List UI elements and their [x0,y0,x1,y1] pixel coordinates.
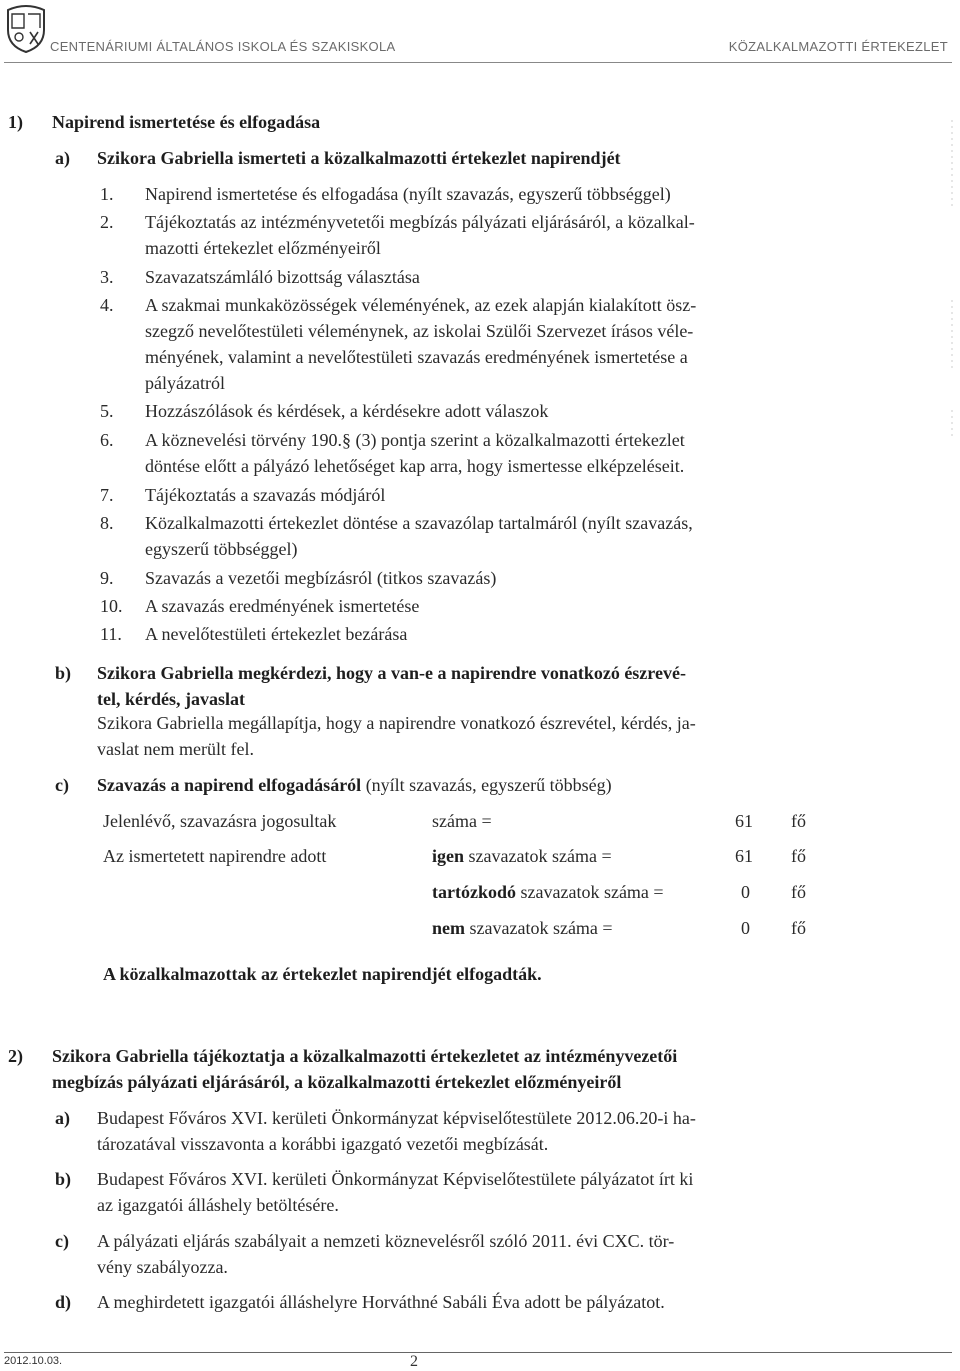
section-2-number: 2) [8,1046,23,1066]
section-2-letter: d) [55,1292,72,1312]
school-name: CENTENÁRIUMI ÁLTALÁNOS ISKOLA ÉS SZAKISKOLA [50,39,396,54]
agenda-number: 7. [100,485,114,505]
agenda-number: 11. [100,624,122,644]
school-logo-icon [4,4,48,54]
section-1b-title: tel, kérdés, javaslat [97,689,245,709]
agenda-text: szegző nevelőtestületi véleménynek, az iskolai Szülői Szervezet írásos véle- [145,321,694,341]
section-2-title: megbízás pályázati eljárásáról, a közalkalmazotti értekezlet előzményeiről [52,1072,622,1092]
scan-margin-marks [948,120,956,450]
section-1a-title: Szikora Gabriella ismerteti a közalkalmazotti értekezlet napirendjét [97,148,621,168]
agenda-text: döntése előtt a pályázó lehetőséget kap arra, hogy ismertesse elképzeléseit. [145,456,685,476]
page-header [0,0,960,66]
agenda-text: ményének, valamint a nevelőtestületi szavazás eredményének ismertetése a [145,347,688,367]
agenda-number: 6. [100,430,114,450]
vote-value: 0 [741,918,750,938]
agenda-number: 1. [100,184,114,204]
vote-conclusion: A közalkalmazottak az értekezlet napirendjét elfogadták. [103,964,542,984]
agenda-number: 5. [100,401,114,421]
vote-key-text: szavazatok száma = [464,846,612,866]
footer-date: 2012.10.03. [4,1355,63,1367]
agenda-text: pályázatról [145,373,225,393]
vote-key-text: száma = [432,811,492,831]
vote-unit: fő [791,918,806,938]
vote-key-text: szavazatok száma = [465,918,613,938]
vote-value: 61 [735,846,753,866]
vote-label: Jelenlévő, szavazásra jogosultak [103,811,337,831]
agenda-text: Közalkalmazotti értekezlet döntése a szavazólap tartalmáról (nyílt szavazás, [145,513,693,533]
agenda-text: Tájékoztatás az intézményvetetői megbízás pályázati eljárásáról, a közalkal- [145,212,695,232]
section-2-text: tározatával visszavonta a korábbi igazgató vezetői megbízását. [97,1134,549,1154]
section-2-text: Budapest Főváros XVI. kerületi Önkormányzat Képviselőtestülete pályázatot írt ki [97,1169,694,1189]
agenda-text: Napirend ismertetése és elfogadása (nyílt szavazás, egyszerű többséggel) [145,184,671,204]
section-1c-letter: c) [55,775,69,795]
agenda-text: A szavazás eredményének ismertetése [145,596,420,616]
header-divider [4,62,952,63]
agenda-text: mazotti értekezlet előzményeiről [145,238,381,258]
agenda-number: 10. [100,596,123,616]
section-1b-text: Szikora Gabriella megállapítja, hogy a napirendre vonatkozó észrevétel, kérdés, ja- [97,713,696,733]
section-2-text: vény szabályozza. [97,1257,228,1277]
vote-key-text: szavazatok száma = [516,882,664,902]
agenda-number: 2. [100,212,114,232]
vote-key [432,915,613,941]
section-2-letter: b) [55,1169,72,1189]
vote-unit: fő [791,846,806,866]
section-1c-title [97,772,612,798]
section-1-number: 1) [8,112,23,132]
section-1b-title: Szikora Gabriella megkérdezi, hogy a van-e a napirendre vonatkozó észrevé- [97,663,686,683]
section-1c-title-rest: (nyílt szavazás, egyszerű többség) [361,775,612,795]
page-number: 2 [410,1353,418,1370]
section-2-letter: a) [55,1108,70,1128]
agenda-number: 9. [100,568,114,588]
agenda-text: Szavazás a vezetői megbízásról (titkos szavazás) [145,568,497,588]
section-2-text: A meghirdetett igazgatói álláshelyre Horváthné Sabáli Éva adott be pályázatot. [97,1292,665,1312]
vote-value: 0 [741,882,750,902]
agenda-number: 3. [100,267,114,287]
vote-key [432,879,664,905]
vote-unit: fő [791,882,806,902]
vote-key-bold: igen [432,846,465,866]
agenda-text: Tájékoztatás a szavazás módjáról [145,485,386,505]
section-2-letter: c) [55,1231,69,1251]
agenda-number: 4. [100,295,114,315]
vote-value: 61 [735,811,753,831]
footer-divider [4,1352,952,1353]
document-title: KÖZALKALMAZOTTI ÉRTEKEZLET [728,39,948,54]
section-2-text: Budapest Főváros XVI. kerületi Önkormányzat képviselőtestülete 2012.06.20-i ha- [97,1108,696,1128]
section-1b-letter: b) [55,663,72,683]
agenda-text: A nevelőtestületi értekezlet bezárása [145,624,408,644]
section-1a-letter: a) [55,148,70,168]
vote-key [432,808,492,834]
agenda-number: 8. [100,513,114,533]
section-2-text: A pályázati eljárás szabályait a nemzeti köznevelésről szóló 2011. évi CXC. tör- [97,1231,675,1251]
section-1c-title-bold: Szavazás a napirend elfogadásáról [97,775,362,795]
agenda-text: A köznevelési törvény 190.§ (3) pontja szerint a közalkalmazotti értekezlet [145,430,685,450]
section-2-text: az igazgatói álláshely betöltésére. [97,1195,339,1215]
vote-unit: fő [791,811,806,831]
vote-key [432,843,612,869]
section-2-title: Szikora Gabriella tájékoztatja a közalkalmazotti értekezletet az intézményvezetői [52,1046,678,1066]
vote-label: Az ismertetett napirendre adott [103,846,327,866]
agenda-text: Hozzászólások és kérdések, a kérdésekre adott válaszok [145,401,549,421]
agenda-text: A szakmai munkaközösségek véleményének, az ezek alapján kialakított ösz- [145,295,697,315]
agenda-text: egyszerű többséggel) [145,539,298,559]
section-1-title: Napirend ismertetése és elfogadása [52,112,321,132]
agenda-text: Szavazatszámláló bizottság választása [145,267,420,287]
vote-key-bold: nem [432,918,465,938]
section-1b-text: vaslat nem merült fel. [97,739,254,759]
vote-key-bold: tartózkodó [432,882,516,902]
